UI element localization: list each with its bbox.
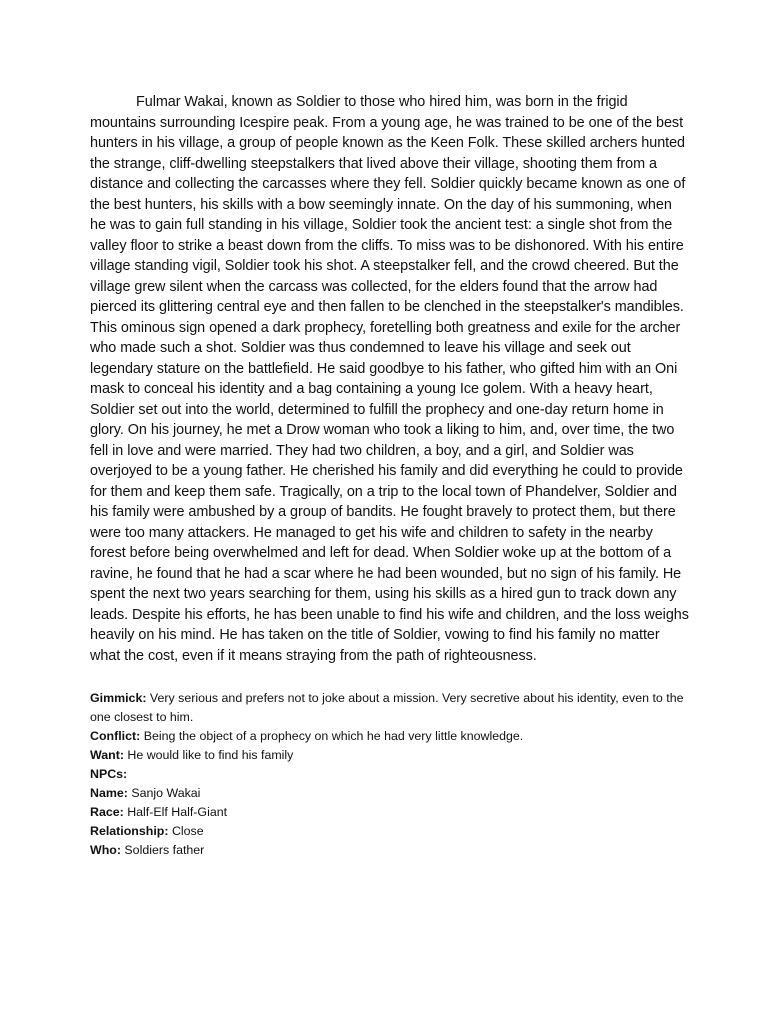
detail-label: Conflict: <box>90 729 141 743</box>
detail-gimmick <box>90 689 690 727</box>
detail-race <box>90 803 690 822</box>
detail-npcs <box>90 765 690 784</box>
detail-label: Race: <box>90 805 124 819</box>
detail-conflict <box>90 727 690 746</box>
detail-label: Gimmick: <box>90 691 147 705</box>
detail-name <box>90 784 690 803</box>
character-details <box>90 689 690 860</box>
detail-value: Soldiers father <box>124 843 205 857</box>
detail-value: Being the object of a prophecy on which he had very little knowledge. <box>143 729 524 743</box>
detail-label: NPCs: <box>90 767 128 781</box>
document-page <box>90 92 690 860</box>
detail-label: Relationship: <box>90 824 169 838</box>
detail-who <box>90 841 690 860</box>
detail-relationship <box>90 822 690 841</box>
detail-want <box>90 746 690 765</box>
backstory-paragraph: Fulmar Wakai, known as Soldier to those who hired him, was born in the frigid mountains surrounding Icespire peak. From a young age, he was trained to be one of the best hunters in his village, a group of people known as the Keen Folk. These skilled archers hunted the strange, cliff-dwelling steepstalkers that lived above their village, shooting them from a distance and collecting the carcasses where they fell. Soldier quickly became known as one of the best hunters, his skills with a bow seemingly innate. On the day of his summoning, when he was to gain full standing in his village, Soldier took the ancient test: a single shot from the valley floor to strike a beast down from the cliffs. To miss was to be dishonored. With his entire village standing vigil, Soldier took his shot. A steepstalker fell, and the crowd cheered. But the village grew silent when the carcass was collected, for the elders found that the arrow had pierced its glittering central eye and then fallen to be clenched in the steepstalker's mandibles. This ominous sign opened a dark prophecy, foretelling both greatness and exile for the archer who made such a shot. Soldier was thus condemned to leave his village and seek out legendary stature on the battlefield. He said goodbye to his father, who gifted him with an Oni mask to conceal his identity and a bag containing a young Ice golem. With a heavy heart, Soldier set out into the world, determined to fulfill the prophecy and one-day return home in glory. On his journey, he met a Drow woman who took a liking to him, and, over time, the two fell in love and were married. They had two children, a boy, and a girl, and Soldier was overjoyed to be a young father. He cherished his family and did everything he could to provide for them and keep them safe. Tragically, on a trip to the local town of Phandelver, Soldier and his family were ambushed by a group of bandits. He fought bravely to protect them, but there were too many attackers. He managed to get his wife and children to safety in the nearby forest before being overwhelmed and left for dead. When Soldier woke up at the bottom of a ravine, he found that he had a scar where he had been wounded, but no sign of his family. He spent the next two years searching for them, using his skills as a hired gun to track down any leads. Despite his efforts, he has been unable to find his wife and children, and the loss weighs heavily on his mind. He has taken on the title of Soldier, vowing to find his family no matter what the cost, even if it means straying from the path of righteousness. <box>90 94 689 664</box>
detail-label: Name: <box>90 786 128 800</box>
detail-value: Very serious and prefers not to joke about a mission. Very secretive about his identity, even to the one closest to him. <box>90 691 684 724</box>
detail-value: He would like to find his family <box>127 748 294 762</box>
detail-value: Sanjo Wakai <box>131 786 201 800</box>
detail-value: Close <box>171 824 204 838</box>
detail-label: Who: <box>90 843 121 857</box>
detail-value: Half-Elf Half-Giant <box>127 805 228 819</box>
detail-label: Want: <box>90 748 124 762</box>
